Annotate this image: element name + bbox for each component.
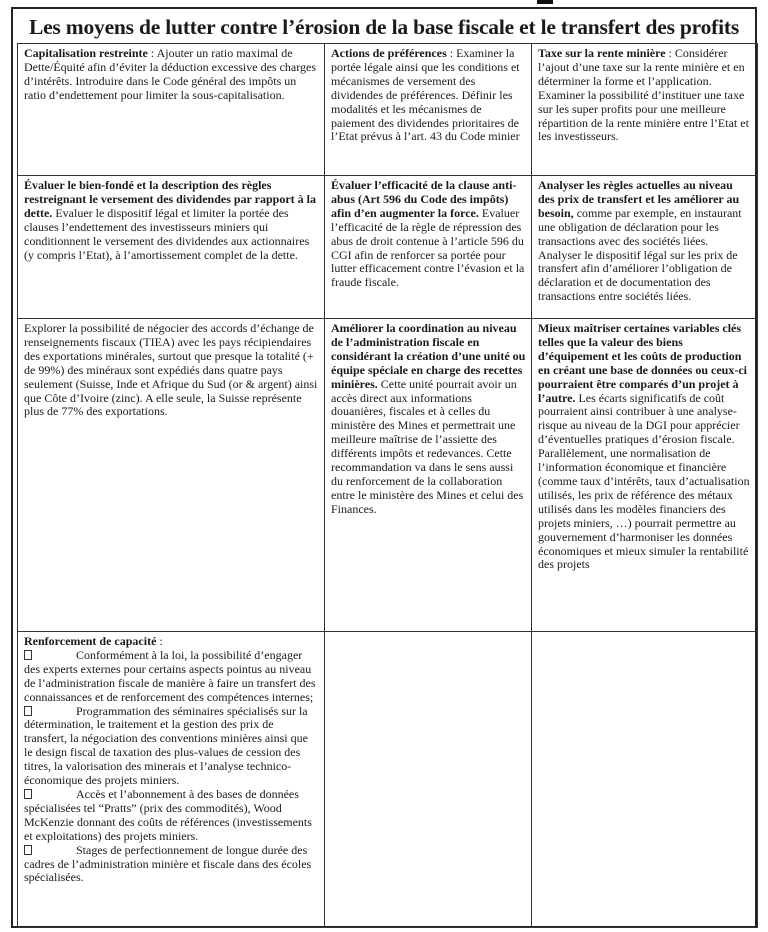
table-row xyxy=(18,319,758,632)
cell-accords-tiea: Explorer la possibilité de négocier des accords d’échange de renseignements fiscaux (TIEA) avec les pays récipiendaires des exportations minérales, surtout que presque la totalité (+ de 99%) des minéraux sont expédiés dans quatre pays seulement (Suisse, Inde et Afrique du Sud (or & argent) ainsi que Côte d’Ivoire (zinc). A elle seule, la Suisse représente plus de 77% des exportations. xyxy=(18,319,325,632)
checkbox-glyph-icon xyxy=(24,706,32,716)
cell-coordination-administration: Améliorer la coordination au niveau de l’administration fiscale en considérant la création d’une unité ou équipe spéciale en charge des recettes minières. Cette unité pourrait avoir un accès direct aux informations douanières, fiscales et à celles du ministère des Mines et permettrait une meilleure maîtrise de l’assiette des différents impôts et redevances. Cette recommandation va dans le sens aussi du renforcement de la collaboration entre le ministère des Mines et celui des Finances. xyxy=(325,319,532,632)
cell-actions-de-preferences: Actions de préférences : Examiner la portée légale ainsi que les conditions et mécanismes de versement des dividendes de préférences. Définir les modalités et les mécanismes de paiement des dividendes prioritaires de l’Etat prévus à l’art. 43 du Code minier xyxy=(325,44,532,176)
cell-variables-cles: Mieux maîtriser certaines variables clés telles que la valeur des biens d’équipement et les coûts de production en créant une base de données ou ceux-ci pourraient être comparés d’un projet à l’autre. Les écarts significatifs de coût pourraient ainsi contribuer à une analyse-risque au niveau de la DGI pour apprécier d’éventuelles pratiques d’érosion fiscale. Parallèlement, une normalisation de l’information économique et financière (comme taux d’intérêts, taux d’actualisation utilisés, les prix de référence des métaux utilisés dans les modèles financiers des projets miniers, …) pourrait permettre au gouvernement d’harmoniser les données économiques et mieux simuler la rentabilité des projets xyxy=(532,319,758,632)
cell-clause-anti-abus: Évaluer l’efficacité de la clause anti-abus (Art 596 du Code des impôts) afin d’en augmenter la force. Evaluer l’efficacité de la règle de répression des abus de droit contenue à l’article 596 du CGI afin de renforcer sa portée pour lutter efficacement contre l’évasion et la fraude fiscale. xyxy=(325,176,532,319)
empty-cell xyxy=(532,632,758,928)
list-item: Programmation des séminaires spécialisés sur la détermination, le traitement et la gestion des prix de transfert, la négociation des conventions minières ainsi que le design fiscal de taxation des plus-values de cession des titres, la valorisation des minerais et l’analyse technico-économique des projets miniers. xyxy=(24,703,308,788)
table-row xyxy=(18,44,758,176)
cell-renforcement-capacite: Renforcement de capacité : Conformément à la loi, la possibilité d’engager des experts externes pour certains aspects pointus au niveau de l’administration fiscale de manière à faire un transfert des connaissances et de renforcement des compétences internes; Programmation des séminaires spécialisés sur la détermination, le traitement et la gestion des prix de transfert, la négociation des conventions minières ainsi que le design fiscal de taxation des plus-values de cession des titres, la valorisation des minerais et l’analyse technico-économique des projets miniers. Accès et l’abonnement à des bases de données spécialisées tel “Pratts” (prix des commodités), Wood McKenzie donnant des coûts de références (investissements et exploitations) des projets miniers. Stages de perfectionnement de longue durée des cadres de l’administration minière et fiscale dans des écoles spécialisées. xyxy=(18,632,325,928)
list-item: Accès et l’abonnement à des bases de données spécialisées tel “Pratts” (prix des commodités), Wood McKenzie donnant des coûts de références (investissements et exploitations) des projets miniers. xyxy=(24,786,312,843)
table-row xyxy=(18,176,758,319)
cell-capitalisation-restreinte: Capitalisation restreinte : Ajouter un ratio maximal de Dette/Équité afin d’éviter la déduction excessive des charges d’intérêts. Introduire dans le Code général des impôts un ratio d’endettement pour limiter la sous-capitalisation. xyxy=(18,44,325,176)
checkbox-glyph-icon xyxy=(24,650,32,660)
checkbox-glyph-icon xyxy=(24,845,32,855)
cell-dividendes-dette: Évaluer le bien-fondé et la description des règles restreignant le versement des dividendes par rapport à la dette. Evaluer le dispositif légal et limiter la portée des clauses l’endettement des investisseurs miniers qui conditionnent le versement des dividendes aux actionnaires (y compris l’Etat), à l’amortissement complet de la dette. xyxy=(18,176,325,319)
top-edge-mark xyxy=(537,0,553,4)
cell-taxe-rente-miniere: Taxe sur la rente minière : Considérer l’ajout d’une taxe sur la rente minière et en déterminer la forme et l’application. Examiner la possibilité d’instituer une taxe sur les super profits pour une meilleure répartition de la rente minière entre l’Etat et les investisseurs. xyxy=(532,44,758,176)
cell-prix-de-transfert: Analyser les règles actuelles au niveau des prix de transfert et les améliorer au besoin, comme par exemple, en instaurant une obligation de déclaration pour les transactions avec des sociétés liées. Analyser le dispositif légal sur les prix de transfert afin d’améliorer l’obligation de déclaration et de documentation des transactions entre sociétés liées. xyxy=(532,176,758,319)
empty-cell xyxy=(325,632,532,928)
table-row xyxy=(18,632,758,928)
page-title: Les moyens de lutter contre l’érosion de la base fiscale et le transfert des profits xyxy=(28,15,740,39)
checkbox-glyph-icon xyxy=(24,789,32,799)
list-item: Conformément à la loi, la possibilité d’engager des experts externes pour certains aspects pointus au niveau de l’administration fiscale de manière à faire un transfert des connaissances et de renforcement des compétences internes; xyxy=(24,647,316,704)
measures-table xyxy=(17,43,758,928)
list-item: Stages de perfectionnement de longue durée des cadres de l’administration minière et fiscale dans des écoles spécialisées. xyxy=(24,842,312,885)
